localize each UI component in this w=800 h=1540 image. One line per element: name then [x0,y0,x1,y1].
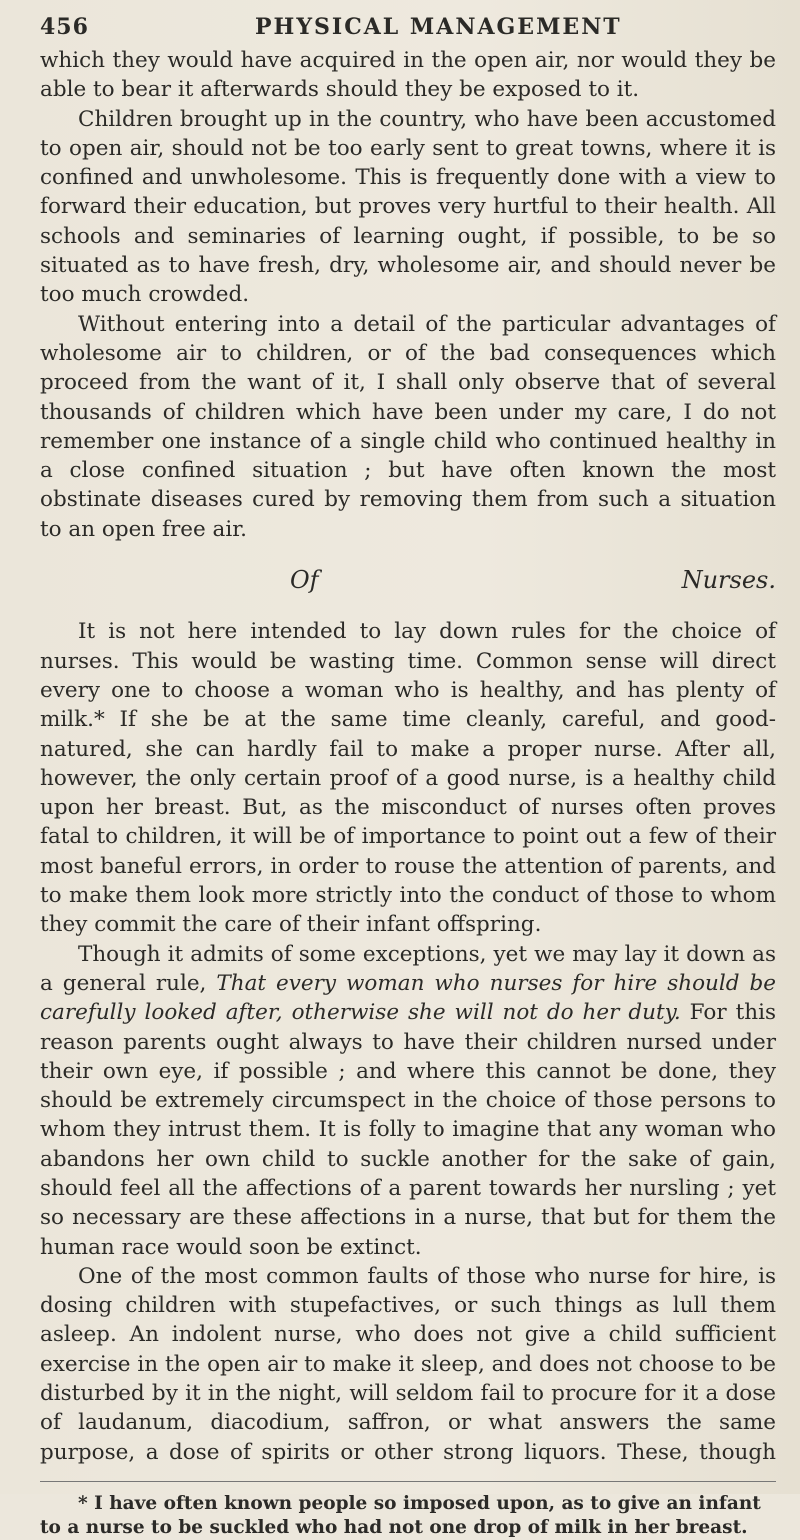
footnote [40,1492,776,1540]
page-number: 456 [40,14,89,40]
footnote-divider [40,1481,776,1482]
paragraph-wholesome-air: Without entering into a detail of the particular advantages of wholesome air to children, or of the bad consequences which proceed from the want of it, I shall only observe that of several thousands of children which have been under my care, I do not remember one instance of a single child who continued healthy in a close confined situation ; but have often known the most obstinate diseases cured by removing them from such a situation to an open free air. [40,311,776,542]
page-header [40,10,774,46]
paragraph-general-rule [40,940,776,1262]
footnote-text: * I have often known people so imposed upon, as to give an infant to a nurse to be suckled who had not one drop of milk in her breast. [40,1492,761,1538]
general-rule-italic: That every woman who nurses for hire should be carefully looked after, otherwise she will not do her duty. [40,970,776,1026]
section-heading: Of Nurses. [290,566,776,595]
general-rule-text-end: For this reason parents ought always to have their children nursed under their own eye, if possible ; and where this cannot be done, they should be extremely circumspect in the choice of those persons to whom they intrust them. It is folly to imagine that any woman who abandons her own child to suckle another for the sake of gain, should feel all the affections of a parent towards her nursling ; yet so necessary are these affections in a nurse, that but for them the human race would soon be extinct. [40,1000,776,1260]
paragraph-choice-of-nurses: It is not here intended to lay down rules for the choice of nurses. This would be wasting time. Common sense will direct every one to choose a woman who is healthy, and has plenty of milk.* If she be at the same time cleanly, careful, and good-natured, she can hardly fail to make a proper nurse. After all, however, the only certain proof of a good nurse, is a healthy child upon her breast. But, as the misconduct of nurses often proves fatal to children, it will be of importance to point out a few of their most baneful errors, in order to rouse the attention of parents, and to make them look more strictly into the conduct of those to whom they commit the care of their infant offspring. [40,619,776,938]
body-text [40,46,776,1467]
running-title: PHYSICAL MANAGEMENT [255,14,622,40]
general-rule-text-start: Though it admits of some exceptions, yet we may lay it down as a general rule, [40,941,776,996]
paragraph-children-country: Children brought up in the country, who have been accustomed to open air, should not be too early sent to great towns, where it is confined and unwholesome. This is frequently done with a view to forward their education, but proves very hurtful to their health. All schools and seminaries of learning ought, if possible, to be so situated as to have fresh, dry, wholesome air, and should never be too much crowded. [40,106,776,308]
paragraph-stupefactives: One of the most common faults of those who nurse for hire, is dosing children with stupefactives, or such things as lull them asleep. An indolent nurse, who does not give a child sufficient exercise in the open air to make it sleep, and does not choose to be disturbed by it in the night, will seldom fail to procure for it a dose of laudanum, diacodium, saffron, or what answers the same purpose, a dose of spirits or other strong liquors. These, though [40,1263,776,1465]
paragraph-continued: which they would have acquired in the open air, nor would they be able to bear it afterwards should they be exposed to it. [40,48,776,103]
